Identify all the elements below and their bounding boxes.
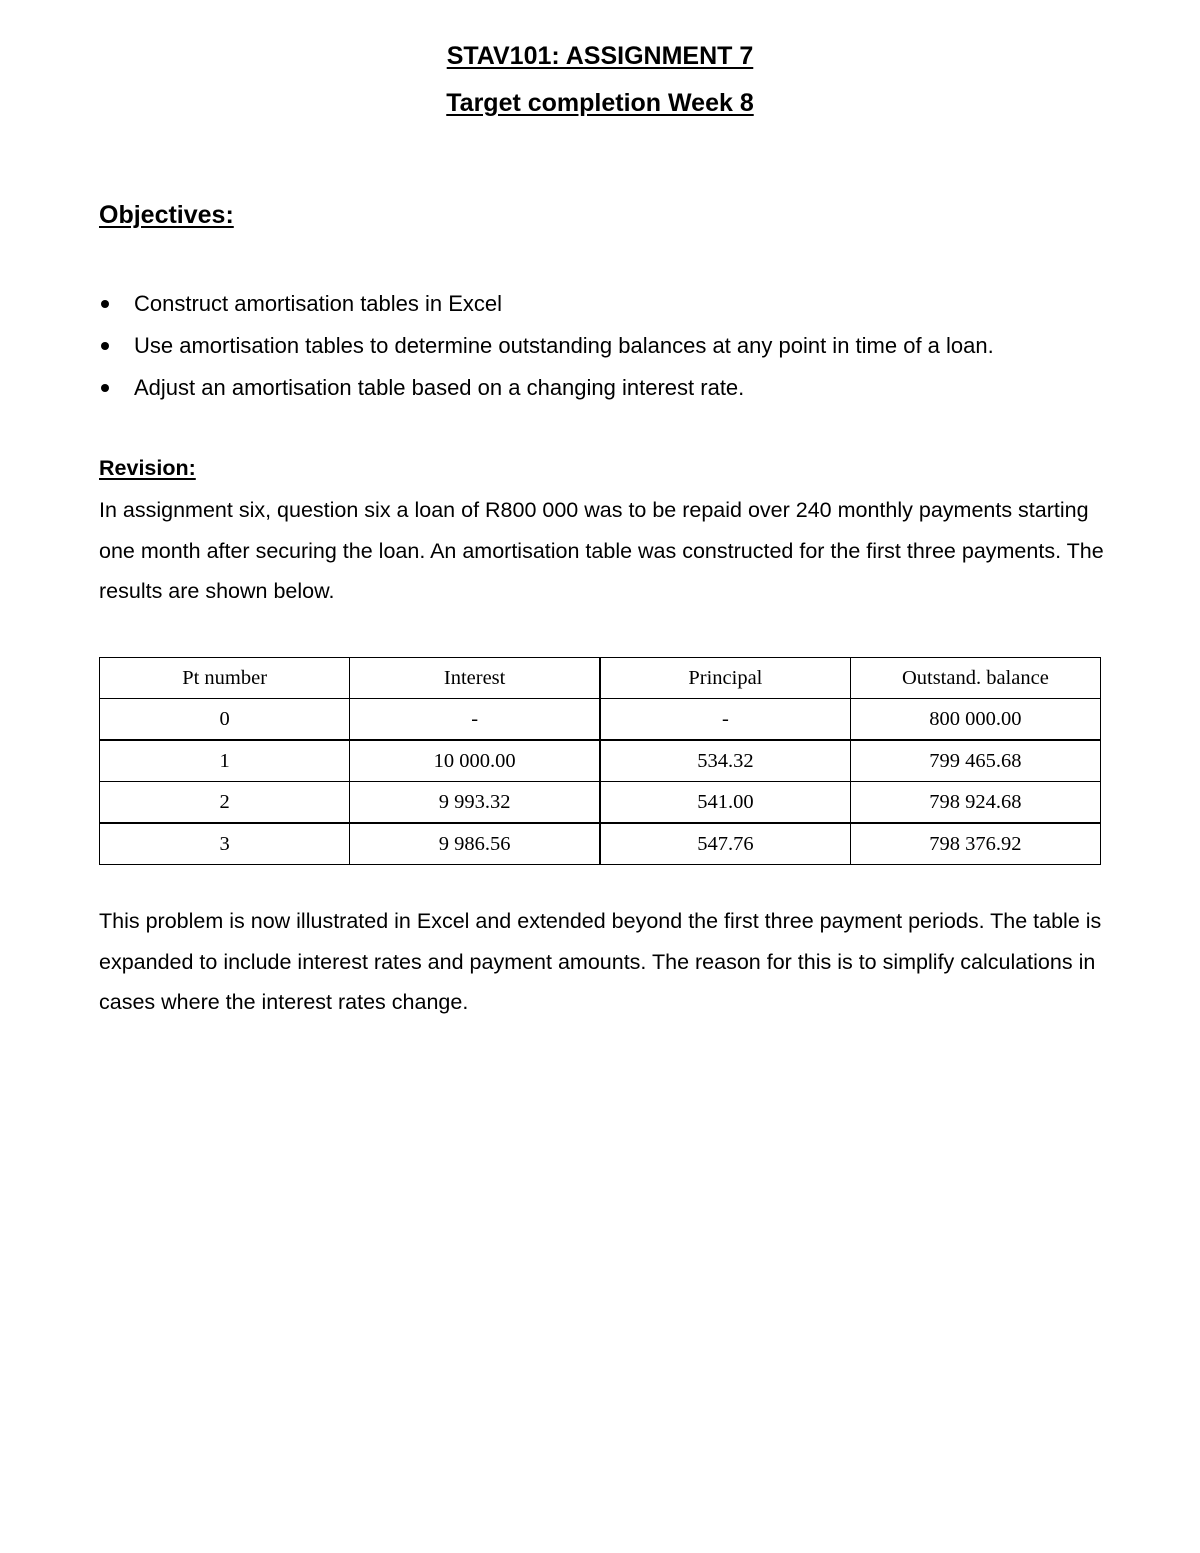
amortisation-table — [99, 657, 1101, 865]
column-header: Principal — [600, 658, 850, 699]
objectives-list — [99, 286, 1109, 412]
column-header: Pt number — [100, 658, 350, 699]
table-row — [100, 699, 1101, 741]
document-subtitle: Target completion Week 8 — [446, 89, 754, 117]
document-title: STAV101: ASSIGNMENT 7 — [446, 42, 754, 70]
table-cell: 798 376.92 — [850, 823, 1100, 865]
column-header: Interest — [350, 658, 600, 699]
revision-heading: Revision: — [99, 456, 196, 480]
table-cell: 9 993.32 — [350, 782, 600, 824]
table-row — [100, 782, 1101, 824]
objective-item: Construct amortisation tables in Excel — [99, 286, 1109, 328]
objective-item: Use amortisation tables to determine outstanding balances at any point in time of a loan. — [99, 328, 1109, 370]
table-cell: 3 — [100, 823, 350, 865]
table-cell: 534.32 — [600, 740, 850, 782]
table-cell: 10 000.00 — [350, 740, 600, 782]
column-header: Outstand. balance — [850, 658, 1100, 699]
table-header-row — [100, 658, 1101, 699]
table-cell: 0 — [100, 699, 350, 741]
objective-item: Adjust an amortisation table based on a changing interest rate. — [99, 370, 1109, 412]
table-cell: 798 924.68 — [850, 782, 1100, 824]
table-row — [100, 740, 1101, 782]
table-cell: 2 — [100, 782, 350, 824]
closing-paragraph: This problem is now illustrated in Excel and extended beyond the first three payment periods. The table is expanded to include interest rates and payment amounts. The reason for this is to simplify calculations in cases where the interest rates change. — [99, 909, 1102, 1014]
objectives-heading: Objectives: — [99, 201, 234, 229]
table-cell: - — [350, 699, 600, 741]
table-cell: - — [600, 699, 850, 741]
table-row — [100, 823, 1101, 865]
table-cell: 547.76 — [600, 823, 850, 865]
revision-paragraph: In assignment six, question six a loan of R800 000 was to be repaid over 240 monthly payments starting one month after securing the loan. An amortisation table was constructed for the first three payments. The results are shown below. — [99, 498, 1104, 603]
table-cell: 541.00 — [600, 782, 850, 824]
table-cell: 799 465.68 — [850, 740, 1100, 782]
table-cell: 1 — [100, 740, 350, 782]
table-cell: 800 000.00 — [850, 699, 1100, 741]
table-cell: 9 986.56 — [350, 823, 600, 865]
